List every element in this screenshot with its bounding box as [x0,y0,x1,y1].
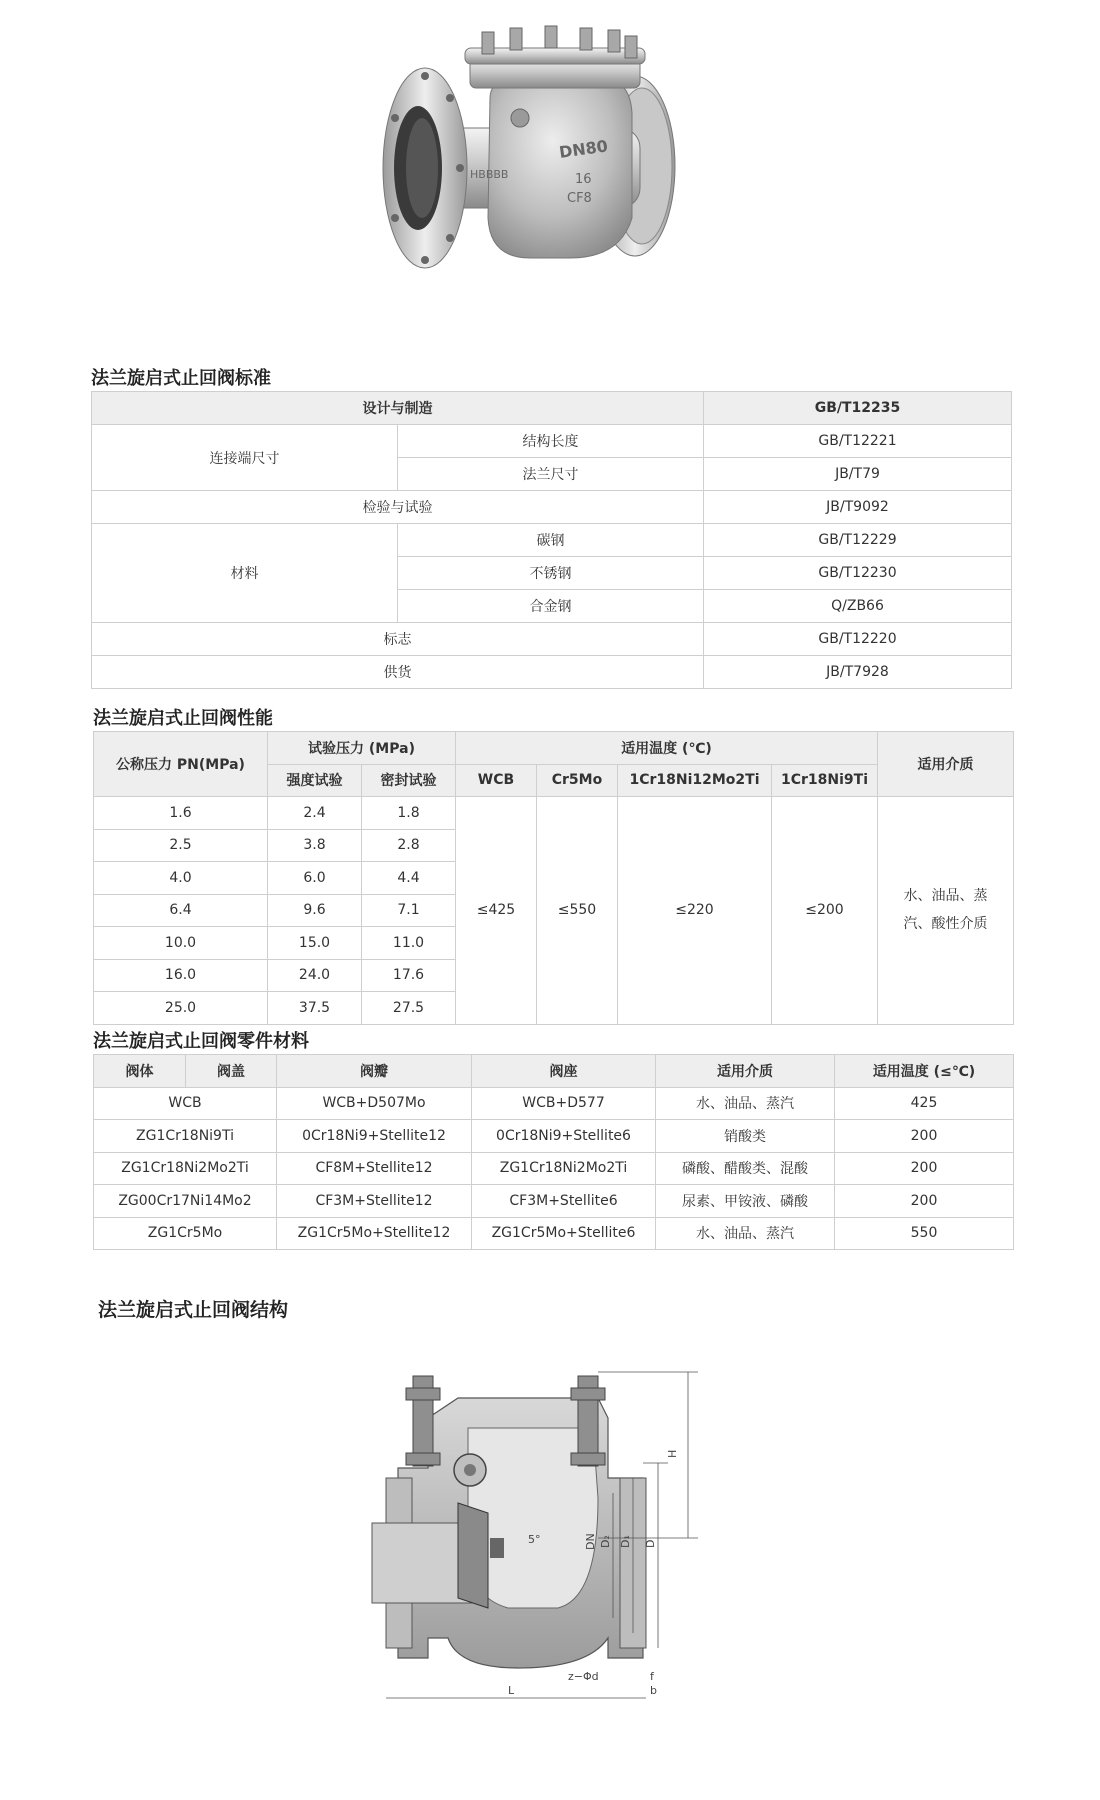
cr5mo-temp: ≤550 [537,797,618,1025]
dim-d-label: D [644,1539,657,1548]
strength-cell: 2.4 [268,797,362,830]
seat-cell: ZG1Cr18Ni2Mo2Ti [472,1152,656,1185]
performance-section-title: 法兰旋启式止回阀性能 [93,708,273,729]
cr18ni9-header: 1Cr18Ni9Ti [772,764,878,797]
performance-table [93,731,1014,1025]
pn-cell: 25.0 [94,992,268,1025]
materials-section-title: 法兰旋启式止回阀零件材料 [93,1031,309,1052]
dim-h-label: H [666,1449,679,1458]
wcb-header: WCB [456,764,537,797]
temp-cell: 200 [835,1152,1014,1185]
temp-header: 适用温度 (℃) [456,732,878,765]
table-row [92,425,1012,458]
medium-cell: 尿素、甲铵液、磷酸 [656,1185,835,1218]
standard-table [91,391,1012,689]
medium-cell: 水、油品、蒸汽 [656,1087,835,1120]
supply-value: JB/T7928 [704,656,1012,689]
cr5mo-header: Cr5Mo [537,764,618,797]
design-label: 设计与制造 [92,392,704,425]
wcb-temp: ≤425 [456,797,537,1025]
table-row [94,732,1014,765]
structure-section-title: 法兰旋启式止回阀结构 [98,1299,289,1321]
pn-cell: 16.0 [94,959,268,992]
disc-cell: CF3M+Stellite12 [277,1185,472,1218]
disc-cell: CF8M+Stellite12 [277,1152,472,1185]
table-row [92,623,1012,656]
table-row [92,524,1012,557]
disc-cell: WCB+D507Mo [277,1087,472,1120]
table-row [92,392,1012,425]
body-cell: ZG1Cr18Ni9Ti [94,1120,277,1153]
medium-cell: 水、油品、蒸汽 [656,1217,835,1250]
table-row [94,1185,1014,1218]
seal-cell: 4.4 [362,862,456,895]
material-sub: 不锈钢 [398,557,704,590]
seat-cell: ZG1Cr5Mo+Stellite6 [472,1217,656,1250]
table-row [92,656,1012,689]
material-value: GB/T12229 [704,524,1012,557]
seat-cell: 0Cr18Ni9+Stellite6 [472,1120,656,1153]
cast-brand-text: HBBBB [470,168,509,181]
temp-cell: 200 [835,1185,1014,1218]
material-value: GB/T12230 [704,557,1012,590]
seal-cell: 2.8 [362,829,456,862]
connection-value: GB/T12221 [704,425,1012,458]
dim-angle-label: 5° [528,1533,541,1546]
medium-header: 适用介质 [878,732,1014,797]
material-sub: 合金钢 [398,590,704,623]
strength-cell: 9.6 [268,894,362,927]
temp-cell: 425 [835,1087,1014,1120]
medium-header: 适用介质 [656,1055,835,1088]
dim-d1-label: D₁ [619,1535,632,1548]
test-header: 试验压力 (MPa) [268,732,456,765]
seal-cell: 11.0 [362,927,456,960]
table-row [94,797,1014,830]
strength-cell: 37.5 [268,992,362,1025]
connection-sub: 结构长度 [398,425,704,458]
dim-l-label: L [508,1684,515,1697]
dim-d2-label: D₂ [599,1535,612,1548]
seal-cell: 17.6 [362,959,456,992]
temp-cell: 550 [835,1217,1014,1250]
strength-cell: 3.8 [268,829,362,862]
pn-header: 公称压力 PN(MPa) [94,732,268,797]
cr18ni9-temp: ≤200 [772,797,878,1025]
disc-header: 阀瓣 [277,1055,472,1088]
table-row [94,1152,1014,1185]
bonnet-header: 阀盖 [186,1055,277,1088]
marking-value: GB/T12220 [704,623,1012,656]
strength-cell: 6.0 [268,862,362,895]
strength-cell: 24.0 [268,959,362,992]
structure-diagram [358,1358,753,1716]
cast-pn-text: 16 [575,172,592,187]
seal-header: 密封试验 [362,764,456,797]
disc-cell: 0Cr18Ni9+Stellite12 [277,1120,472,1153]
connection-value: JB/T79 [704,458,1012,491]
seat-cell: CF3M+Stellite6 [472,1185,656,1218]
product-photo [370,18,720,298]
body-cell: ZG1Cr18Ni2Mo2Ti [94,1152,277,1185]
marking-label: 标志 [92,623,704,656]
materials-table [93,1054,1014,1250]
strength-cell: 15.0 [268,927,362,960]
material-sub: 碳钢 [398,524,704,557]
seat-cell: WCB+D577 [472,1087,656,1120]
pn-cell: 1.6 [94,797,268,830]
design-value: GB/T12235 [704,392,1012,425]
table-row [94,1087,1014,1120]
inspection-value: JB/T9092 [704,491,1012,524]
temp-header: 适用温度 (≤℃) [835,1055,1014,1088]
medium-cell: 销酸类 [656,1120,835,1153]
body-cell: ZG00Cr17Ni14Mo2 [94,1185,277,1218]
dim-f-label: f [650,1670,654,1683]
pn-cell: 4.0 [94,862,268,895]
dim-dn-label: DN [584,1533,597,1550]
pn-cell: 6.4 [94,894,268,927]
material-value: Q/ZB66 [704,590,1012,623]
inspection-label: 检验与试验 [92,491,704,524]
strength-header: 强度试验 [268,764,362,797]
table-row [94,1120,1014,1153]
seat-header: 阀座 [472,1055,656,1088]
medium-cell: 磷酸、醋酸类、混酸 [656,1152,835,1185]
dim-zd-label: z−Φd [568,1670,599,1683]
body-cell: ZG1Cr5Mo [94,1217,277,1250]
cr18ni12-temp: ≤220 [618,797,772,1025]
medium-cell: 水、油品、蒸汽、酸性介质 [878,797,1014,1025]
connection-label: 连接端尺寸 [92,425,398,491]
seal-cell: 1.8 [362,797,456,830]
dim-b-label: b [650,1684,657,1697]
seal-cell: 7.1 [362,894,456,927]
cr18ni12-header: 1Cr18Ni12Mo2Ti [618,764,772,797]
cast-material-text: CF8 [567,191,592,206]
material-label: 材料 [92,524,398,623]
body-cell: WCB [94,1087,277,1120]
standard-section-title: 法兰旋启式止回阀标准 [91,368,271,389]
seal-cell: 27.5 [362,992,456,1025]
supply-label: 供货 [92,656,704,689]
cast-dn-text: DN80 [557,136,610,162]
temp-cell: 200 [835,1120,1014,1153]
table-row [94,1217,1014,1250]
body-header: 阀体 [94,1055,186,1088]
disc-cell: ZG1Cr5Mo+Stellite12 [277,1217,472,1250]
pn-cell: 10.0 [94,927,268,960]
connection-sub: 法兰尺寸 [398,458,704,491]
table-row [94,1055,1014,1088]
table-row [92,491,1012,524]
pn-cell: 2.5 [94,829,268,862]
